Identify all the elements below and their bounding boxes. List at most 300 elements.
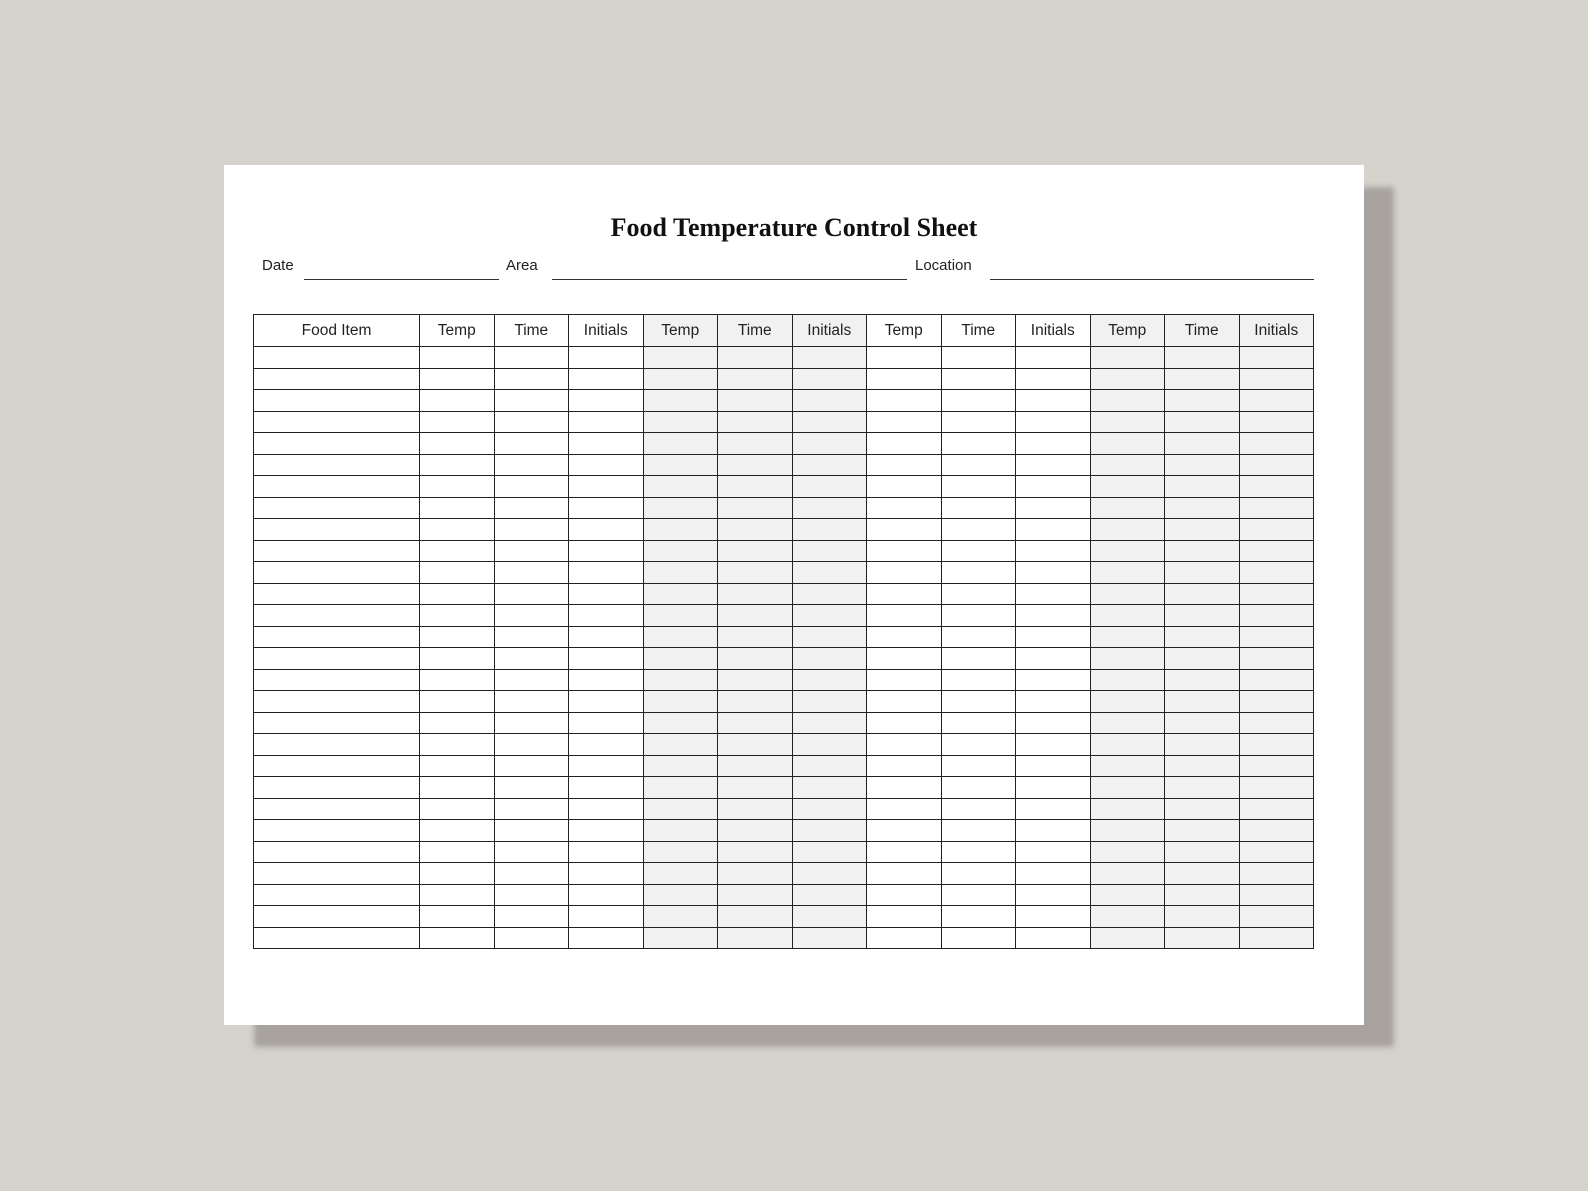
table-cell[interactable] [254,583,420,605]
table-cell[interactable] [494,755,569,777]
table-cell[interactable] [254,712,420,734]
table-cell[interactable] [718,454,793,476]
table-cell[interactable] [569,368,644,390]
table-cell[interactable] [1016,605,1091,627]
table-cell[interactable] [1165,884,1240,906]
table-cell[interactable] [1016,562,1091,584]
table-cell[interactable] [569,454,644,476]
table-cell[interactable] [569,390,644,412]
table-cell[interactable] [718,433,793,455]
table-cell[interactable] [643,411,718,433]
table-cell[interactable] [1090,583,1165,605]
table-cell[interactable] [254,777,420,799]
table-cell[interactable] [420,583,495,605]
table-cell[interactable] [718,540,793,562]
table-cell[interactable] [569,497,644,519]
table-cell[interactable] [1239,390,1314,412]
table-cell[interactable] [254,648,420,670]
table-cell[interactable] [941,433,1016,455]
table-cell[interactable] [643,712,718,734]
table-cell[interactable] [1016,777,1091,799]
table-cell[interactable] [792,562,867,584]
table-cell[interactable] [420,433,495,455]
table-cell[interactable] [792,906,867,928]
table-cell[interactable] [1016,648,1091,670]
table-cell[interactable] [1165,648,1240,670]
table-cell[interactable] [792,476,867,498]
table-cell[interactable] [254,433,420,455]
table-cell[interactable] [254,519,420,541]
table-cell[interactable] [1239,755,1314,777]
table-cell[interactable] [1239,368,1314,390]
table-cell[interactable] [867,433,942,455]
area-field-line[interactable] [552,279,907,280]
table-cell[interactable] [569,347,644,369]
table-cell[interactable] [1239,884,1314,906]
table-cell[interactable] [792,863,867,885]
table-cell[interactable] [1239,841,1314,863]
table-cell[interactable] [643,841,718,863]
table-cell[interactable] [420,777,495,799]
table-cell[interactable] [643,583,718,605]
table-cell[interactable] [569,411,644,433]
table-cell[interactable] [254,540,420,562]
table-cell[interactable] [718,777,793,799]
table-cell[interactable] [867,562,942,584]
table-cell[interactable] [254,454,420,476]
table-cell[interactable] [1239,454,1314,476]
table-cell[interactable] [1239,433,1314,455]
table-cell[interactable] [718,669,793,691]
table-cell[interactable] [1016,519,1091,541]
table-cell[interactable] [792,605,867,627]
table-cell[interactable] [867,906,942,928]
table-cell[interactable] [941,820,1016,842]
table-cell[interactable] [718,519,793,541]
table-cell[interactable] [420,347,495,369]
table-cell[interactable] [643,927,718,949]
table-cell[interactable] [494,734,569,756]
table-cell[interactable] [718,497,793,519]
table-cell[interactable] [792,884,867,906]
table-cell[interactable] [643,777,718,799]
table-cell[interactable] [643,648,718,670]
table-cell[interactable] [494,691,569,713]
table-cell[interactable] [867,712,942,734]
table-cell[interactable] [494,648,569,670]
table-cell[interactable] [494,562,569,584]
table-cell[interactable] [494,347,569,369]
table-cell[interactable] [792,734,867,756]
table-cell[interactable] [1016,347,1091,369]
table-cell[interactable] [941,777,1016,799]
table-cell[interactable] [1239,497,1314,519]
date-field-line[interactable] [304,279,499,280]
table-cell[interactable] [867,734,942,756]
table-cell[interactable] [643,519,718,541]
table-cell[interactable] [718,691,793,713]
table-cell[interactable] [254,841,420,863]
table-cell[interactable] [254,798,420,820]
table-cell[interactable] [941,497,1016,519]
table-cell[interactable] [1239,411,1314,433]
table-cell[interactable] [1016,497,1091,519]
table-cell[interactable] [1090,476,1165,498]
table-cell[interactable] [420,540,495,562]
table-cell[interactable] [867,497,942,519]
table-cell[interactable] [718,562,793,584]
table-cell[interactable] [1090,411,1165,433]
table-cell[interactable] [1239,583,1314,605]
table-cell[interactable] [1165,755,1240,777]
table-cell[interactable] [1239,863,1314,885]
table-cell[interactable] [718,712,793,734]
table-cell[interactable] [643,626,718,648]
table-cell[interactable] [792,368,867,390]
table-cell[interactable] [718,605,793,627]
table-cell[interactable] [420,906,495,928]
table-cell[interactable] [941,390,1016,412]
table-cell[interactable] [569,433,644,455]
table-cell[interactable] [1165,497,1240,519]
table-cell[interactable] [420,605,495,627]
table-cell[interactable] [1165,519,1240,541]
table-cell[interactable] [569,820,644,842]
table-cell[interactable] [867,390,942,412]
table-cell[interactable] [1239,906,1314,928]
table-cell[interactable] [1165,798,1240,820]
table-cell[interactable] [1090,669,1165,691]
table-cell[interactable] [494,433,569,455]
table-cell[interactable] [569,798,644,820]
table-cell[interactable] [494,476,569,498]
table-cell[interactable] [792,454,867,476]
table-cell[interactable] [792,755,867,777]
table-cell[interactable] [941,863,1016,885]
table-cell[interactable] [569,884,644,906]
table-cell[interactable] [1090,755,1165,777]
table-cell[interactable] [420,497,495,519]
table-cell[interactable] [420,841,495,863]
table-cell[interactable] [254,755,420,777]
table-cell[interactable] [718,583,793,605]
table-cell[interactable] [1090,454,1165,476]
table-cell[interactable] [1016,712,1091,734]
table-cell[interactable] [1016,691,1091,713]
table-cell[interactable] [494,777,569,799]
table-cell[interactable] [718,626,793,648]
table-cell[interactable] [1090,605,1165,627]
table-cell[interactable] [1016,841,1091,863]
table-cell[interactable] [941,712,1016,734]
table-cell[interactable] [1239,669,1314,691]
table-cell[interactable] [718,476,793,498]
table-cell[interactable] [792,583,867,605]
table-cell[interactable] [643,476,718,498]
table-cell[interactable] [643,734,718,756]
table-cell[interactable] [792,841,867,863]
table-cell[interactable] [867,798,942,820]
table-cell[interactable] [792,927,867,949]
table-cell[interactable] [867,368,942,390]
table-cell[interactable] [867,863,942,885]
table-cell[interactable] [1165,626,1240,648]
table-cell[interactable] [1016,476,1091,498]
table-cell[interactable] [1165,820,1240,842]
table-cell[interactable] [1239,540,1314,562]
table-cell[interactable] [1016,863,1091,885]
table-cell[interactable] [867,605,942,627]
table-cell[interactable] [867,777,942,799]
table-cell[interactable] [1165,863,1240,885]
table-cell[interactable] [867,347,942,369]
table-cell[interactable] [1090,691,1165,713]
table-cell[interactable] [643,562,718,584]
table-cell[interactable] [1090,368,1165,390]
table-cell[interactable] [569,562,644,584]
table-cell[interactable] [941,519,1016,541]
table-cell[interactable] [494,497,569,519]
table-cell[interactable] [941,476,1016,498]
table-cell[interactable] [494,906,569,928]
table-cell[interactable] [254,691,420,713]
table-cell[interactable] [494,540,569,562]
table-cell[interactable] [643,368,718,390]
table-cell[interactable] [1016,540,1091,562]
table-cell[interactable] [569,734,644,756]
table-cell[interactable] [569,540,644,562]
location-field-line[interactable] [990,279,1314,280]
table-cell[interactable] [569,691,644,713]
table-cell[interactable] [420,669,495,691]
table-cell[interactable] [420,755,495,777]
table-cell[interactable] [1090,863,1165,885]
table-cell[interactable] [254,884,420,906]
table-cell[interactable] [569,906,644,928]
table-cell[interactable] [1165,411,1240,433]
table-cell[interactable] [792,519,867,541]
table-cell[interactable] [420,562,495,584]
table-cell[interactable] [941,906,1016,928]
table-cell[interactable] [1090,820,1165,842]
table-cell[interactable] [1165,347,1240,369]
table-cell[interactable] [1016,884,1091,906]
table-cell[interactable] [1016,906,1091,928]
table-cell[interactable] [718,884,793,906]
table-cell[interactable] [718,820,793,842]
table-cell[interactable] [494,712,569,734]
table-cell[interactable] [1090,777,1165,799]
table-cell[interactable] [1016,411,1091,433]
table-cell[interactable] [867,755,942,777]
table-cell[interactable] [420,648,495,670]
table-cell[interactable] [643,347,718,369]
table-cell[interactable] [792,712,867,734]
table-cell[interactable] [254,368,420,390]
table-cell[interactable] [1090,540,1165,562]
table-cell[interactable] [420,691,495,713]
table-cell[interactable] [1165,562,1240,584]
table-cell[interactable] [1239,734,1314,756]
table-cell[interactable] [941,540,1016,562]
table-cell[interactable] [718,411,793,433]
table-cell[interactable] [420,798,495,820]
table-cell[interactable] [867,884,942,906]
table-cell[interactable] [792,540,867,562]
table-cell[interactable] [792,626,867,648]
table-cell[interactable] [643,605,718,627]
table-cell[interactable] [1090,497,1165,519]
table-cell[interactable] [941,884,1016,906]
table-cell[interactable] [1090,734,1165,756]
table-cell[interactable] [569,626,644,648]
table-cell[interactable] [494,798,569,820]
table-cell[interactable] [1165,368,1240,390]
table-cell[interactable] [941,347,1016,369]
table-cell[interactable] [494,519,569,541]
table-cell[interactable] [1239,691,1314,713]
table-cell[interactable] [643,691,718,713]
table-cell[interactable] [1239,820,1314,842]
table-cell[interactable] [792,390,867,412]
table-cell[interactable] [718,648,793,670]
table-cell[interactable] [1016,927,1091,949]
table-cell[interactable] [1239,519,1314,541]
table-cell[interactable] [254,734,420,756]
table-cell[interactable] [1165,433,1240,455]
table-cell[interactable] [867,820,942,842]
table-cell[interactable] [1016,626,1091,648]
table-cell[interactable] [718,863,793,885]
table-cell[interactable] [254,562,420,584]
table-cell[interactable] [643,497,718,519]
table-cell[interactable] [569,476,644,498]
table-cell[interactable] [941,691,1016,713]
table-cell[interactable] [494,669,569,691]
table-cell[interactable] [718,906,793,928]
table-cell[interactable] [569,841,644,863]
table-cell[interactable] [941,454,1016,476]
table-cell[interactable] [792,433,867,455]
table-cell[interactable] [1016,798,1091,820]
table-cell[interactable] [1239,347,1314,369]
table-cell[interactable] [1165,540,1240,562]
table-cell[interactable] [1165,777,1240,799]
table-cell[interactable] [867,519,942,541]
table-cell[interactable] [941,798,1016,820]
table-cell[interactable] [792,777,867,799]
table-cell[interactable] [254,626,420,648]
table-cell[interactable] [1090,562,1165,584]
table-cell[interactable] [718,841,793,863]
table-cell[interactable] [569,777,644,799]
table-cell[interactable] [1165,476,1240,498]
table-cell[interactable] [1090,519,1165,541]
table-cell[interactable] [420,626,495,648]
table-cell[interactable] [1239,712,1314,734]
table-cell[interactable] [941,669,1016,691]
table-cell[interactable] [569,927,644,949]
table-cell[interactable] [494,841,569,863]
table-cell[interactable] [1090,626,1165,648]
table-cell[interactable] [254,863,420,885]
table-cell[interactable] [254,411,420,433]
table-cell[interactable] [1165,669,1240,691]
table-cell[interactable] [420,390,495,412]
table-cell[interactable] [718,347,793,369]
table-cell[interactable] [941,583,1016,605]
table-cell[interactable] [254,390,420,412]
table-cell[interactable] [867,691,942,713]
table-cell[interactable] [254,605,420,627]
table-cell[interactable] [569,519,644,541]
table-cell[interactable] [1090,798,1165,820]
table-cell[interactable] [420,820,495,842]
table-cell[interactable] [494,626,569,648]
table-cell[interactable] [1165,454,1240,476]
table-cell[interactable] [643,820,718,842]
table-cell[interactable] [1165,906,1240,928]
table-cell[interactable] [1090,841,1165,863]
table-cell[interactable] [643,433,718,455]
table-cell[interactable] [569,669,644,691]
table-cell[interactable] [569,712,644,734]
table-cell[interactable] [941,605,1016,627]
table-cell[interactable] [420,863,495,885]
table-cell[interactable] [941,648,1016,670]
table-cell[interactable] [1090,648,1165,670]
table-cell[interactable] [718,734,793,756]
table-cell[interactable] [1016,820,1091,842]
table-cell[interactable] [420,411,495,433]
table-cell[interactable] [1016,734,1091,756]
table-cell[interactable] [1239,648,1314,670]
table-cell[interactable] [420,519,495,541]
table-cell[interactable] [941,755,1016,777]
table-cell[interactable] [1239,626,1314,648]
table-cell[interactable] [1165,583,1240,605]
table-cell[interactable] [643,798,718,820]
table-cell[interactable] [867,583,942,605]
table-cell[interactable] [569,583,644,605]
table-cell[interactable] [792,411,867,433]
table-cell[interactable] [643,755,718,777]
table-cell[interactable] [1090,390,1165,412]
table-cell[interactable] [569,755,644,777]
table-cell[interactable] [643,390,718,412]
table-cell[interactable] [1016,755,1091,777]
table-cell[interactable] [420,368,495,390]
table-cell[interactable] [494,884,569,906]
table-cell[interactable] [941,734,1016,756]
table-cell[interactable] [1090,884,1165,906]
table-cell[interactable] [643,540,718,562]
table-cell[interactable] [254,906,420,928]
table-cell[interactable] [1090,433,1165,455]
table-cell[interactable] [494,605,569,627]
table-cell[interactable] [1016,454,1091,476]
table-cell[interactable] [1239,927,1314,949]
table-cell[interactable] [420,454,495,476]
table-cell[interactable] [643,863,718,885]
table-cell[interactable] [569,605,644,627]
table-cell[interactable] [1239,476,1314,498]
table-cell[interactable] [254,669,420,691]
table-cell[interactable] [643,669,718,691]
table-cell[interactable] [792,798,867,820]
table-cell[interactable] [1165,390,1240,412]
table-cell[interactable] [1165,734,1240,756]
